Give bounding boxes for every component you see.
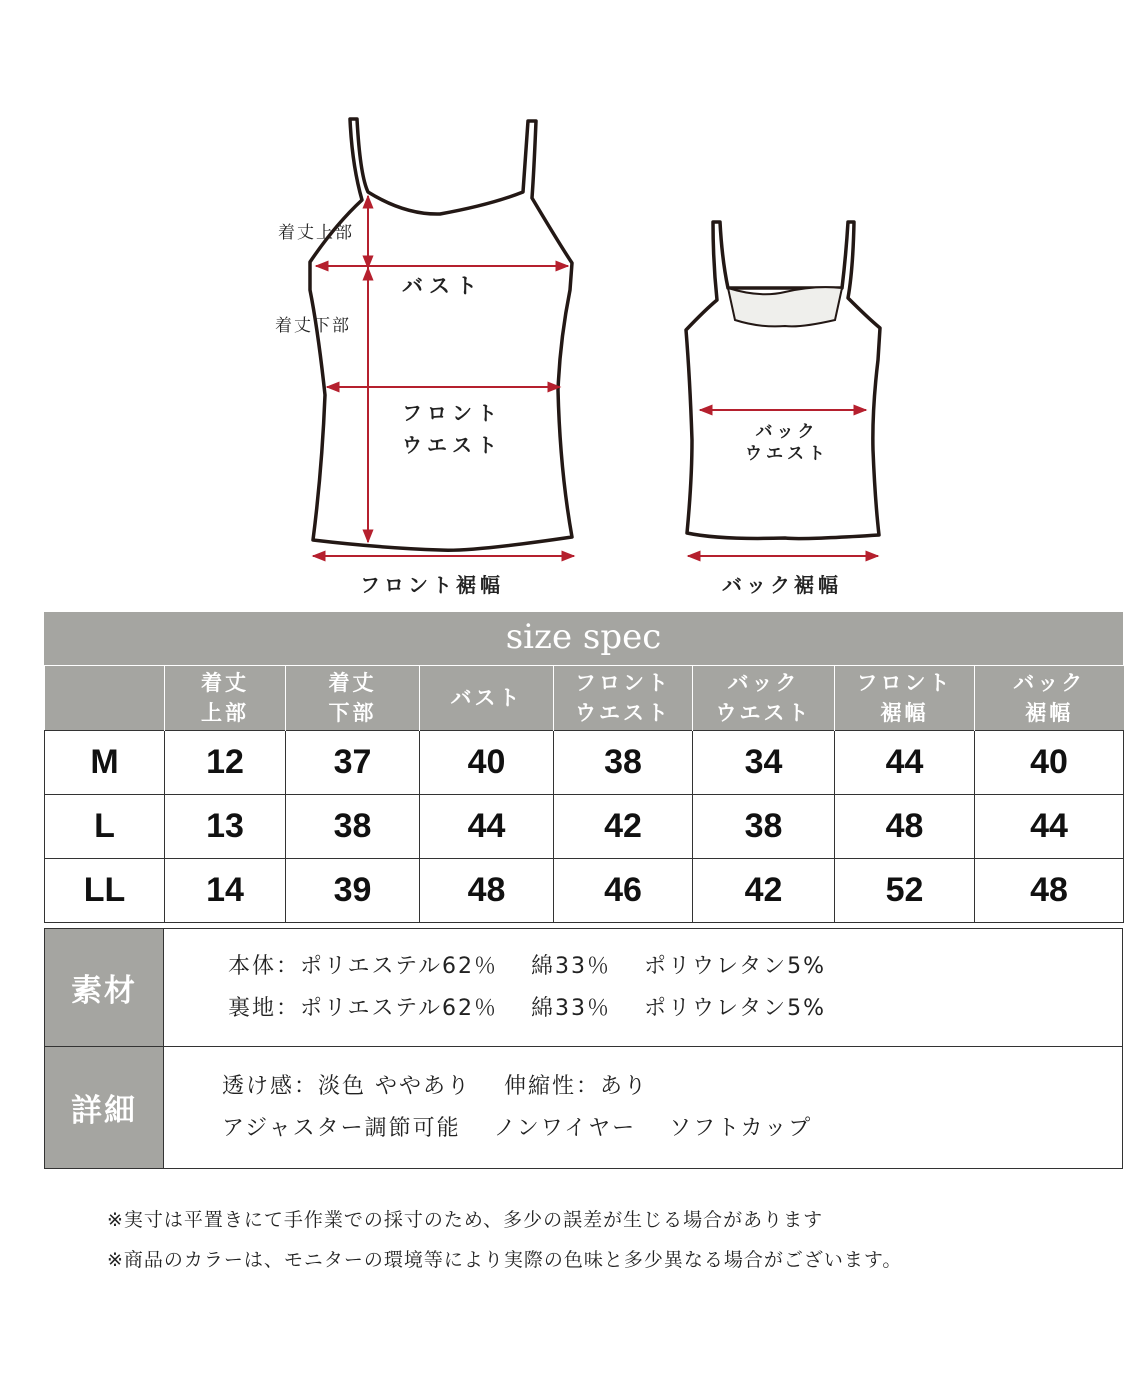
details-line: アジャスター調節可能 ノンワイヤー ソフトカップ	[222, 1115, 813, 1141]
material-row	[45, 929, 1123, 1047]
header-cell: 着丈 上部	[165, 666, 286, 731]
table-cell: 39	[286, 859, 420, 923]
table-cell: 48	[975, 859, 1124, 923]
back-waist-label-line2: ウエスト	[745, 444, 829, 464]
details-heading: 詳細	[45, 1047, 164, 1169]
table-cell: 48	[420, 859, 554, 923]
table-cell: 44	[975, 795, 1124, 859]
details-body	[164, 1047, 1123, 1169]
front-hem-label: フロント裾幅	[360, 573, 504, 597]
table-row	[45, 731, 1124, 795]
front-waist-label	[402, 397, 502, 461]
table-cell: 13	[165, 795, 286, 859]
bust-label: バスト	[402, 274, 483, 298]
length-top-label: 着丈上部	[278, 223, 354, 243]
table-cell: 38	[693, 795, 835, 859]
material-line: 本体：ポリエステル62％ 綿33％ ポリウレタン5%	[228, 953, 827, 979]
table-cell: 40	[420, 731, 554, 795]
table-cell: 12	[165, 731, 286, 795]
table-row	[45, 859, 1124, 923]
size-spec-banner: size spec	[44, 612, 1123, 665]
size-label-cell: M	[45, 731, 165, 795]
garment-illustration	[0, 0, 1147, 610]
table-cell: 52	[835, 859, 975, 923]
disclaimer-note: ※商品のカラーは、モニターの環境等により実際の色味と多少異なる場合がございます。	[107, 1249, 903, 1271]
size-label-cell: L	[45, 795, 165, 859]
table-cell: 48	[835, 795, 975, 859]
size-table-header	[45, 666, 1124, 731]
back-waist-label-line1: バック	[755, 422, 819, 442]
length-bottom-label: 着丈下部	[275, 316, 351, 336]
header-cell: バスト	[420, 666, 554, 731]
back-hem-label: バック裾幅	[722, 573, 842, 597]
size-diagram	[0, 0, 1147, 610]
table-cell: 40	[975, 731, 1124, 795]
header-cell: バック 裾幅	[975, 666, 1124, 731]
table-cell: 38	[286, 795, 420, 859]
details-line: 透け感：淡色 ややあり 伸縮性：あり	[222, 1073, 648, 1099]
header-cell: バック ウエスト	[693, 666, 835, 731]
table-row	[45, 795, 1124, 859]
material-line: 裏地：ポリエステル62％ 綿33％ ポリウレタン5%	[228, 995, 827, 1021]
header-cell: フロント 裾幅	[835, 666, 975, 731]
material-heading: 素材	[45, 929, 164, 1047]
disclaimer-note: ※実寸は平置きにて手作業での採寸のため、多少の誤差が生じる場合があります	[107, 1209, 824, 1231]
header-cell: 着丈 下部	[286, 666, 420, 731]
table-cell: 46	[554, 859, 693, 923]
product-info-table	[44, 928, 1123, 1169]
table-cell: 42	[693, 859, 835, 923]
table-cell: 44	[420, 795, 554, 859]
details-row	[45, 1047, 1123, 1169]
disclaimer-notes	[107, 1200, 902, 1280]
material-details	[164, 929, 1123, 1047]
size-label-cell: LL	[45, 859, 165, 923]
table-cell: 38	[554, 731, 693, 795]
table-cell: 14	[165, 859, 286, 923]
table-cell: 34	[693, 731, 835, 795]
header-cell: フロント ウエスト	[554, 666, 693, 731]
table-cell: 42	[554, 795, 693, 859]
front-waist-label-line1: フロント	[402, 401, 502, 425]
table-cell: 37	[286, 731, 420, 795]
front-waist-label-line2: ウエスト	[402, 433, 502, 457]
header-cell	[45, 666, 165, 731]
back-waist-label	[745, 421, 829, 465]
size-table	[44, 666, 1124, 923]
back-lining	[728, 287, 842, 326]
back-camisole-outline	[686, 222, 880, 539]
table-cell: 44	[835, 731, 975, 795]
